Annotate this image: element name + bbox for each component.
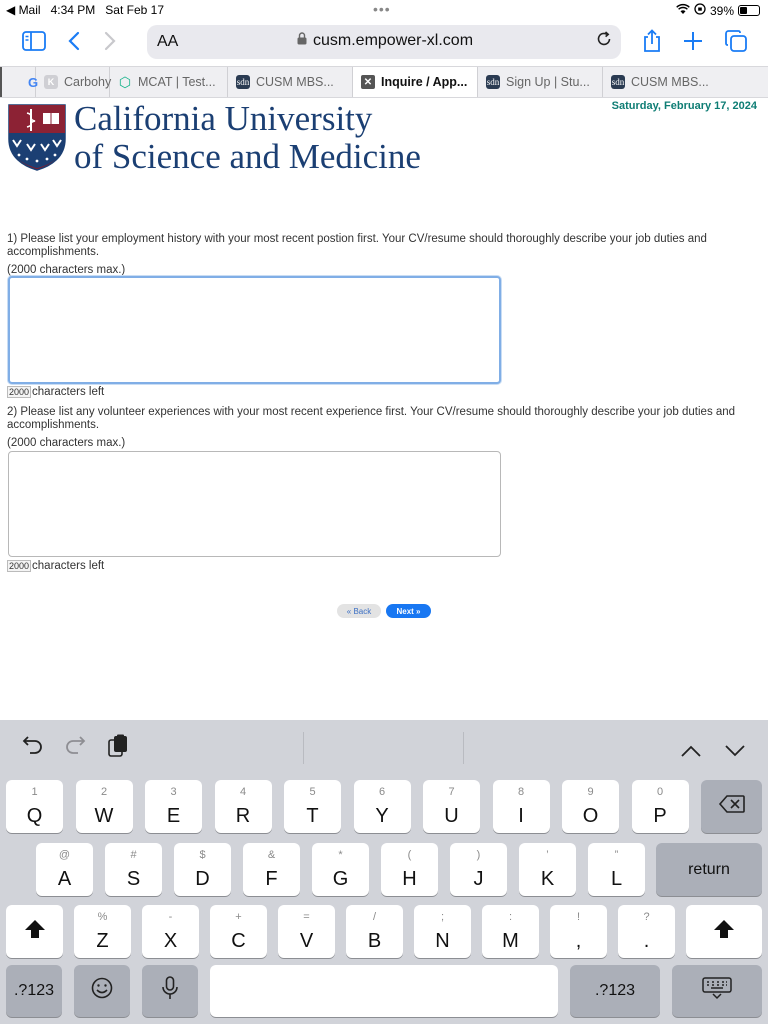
university-name-line1: California University <box>74 99 373 138</box>
tab-cusm-mbs-1[interactable] <box>228 67 353 97</box>
emoji-icon <box>91 977 113 1005</box>
university-name-line2: of Science and Medicine <box>74 137 421 176</box>
key-l[interactable] <box>588 843 645 896</box>
question-1-text: 1) Please list your employment history with your most recent postion first. Your CV/resume should thoroughly describe your job duties and accomplishments. <box>7 233 707 258</box>
shift-arrow-icon <box>713 919 735 945</box>
key-a[interactable] <box>36 843 93 896</box>
numbers-key-right[interactable] <box>570 965 660 1017</box>
emoji-key[interactable] <box>74 965 130 1017</box>
key-label: D <box>195 868 210 890</box>
hide-keyboard-key[interactable] <box>672 965 762 1017</box>
key-secondary-label: ” <box>614 849 619 861</box>
key-label: T <box>306 805 319 827</box>
key-secondary-label: 4 <box>239 786 247 798</box>
tab-mcat[interactable] <box>110 67 228 97</box>
key-label: U <box>444 805 459 827</box>
close-icon[interactable]: ✕ <box>361 75 375 89</box>
key-g[interactable] <box>312 843 369 896</box>
key-label: Z <box>96 930 109 952</box>
key-comma[interactable] <box>550 905 607 958</box>
key-u[interactable] <box>423 780 480 833</box>
key-secondary-label: ) <box>476 849 481 861</box>
keyboard-shortcut-bar <box>0 720 768 774</box>
key-y[interactable] <box>354 780 411 833</box>
redo-icon[interactable] <box>64 734 86 760</box>
back-button[interactable]: « Back <box>337 604 381 618</box>
status-time: 4:34 PM <box>50 3 96 17</box>
shift-key-right[interactable] <box>686 905 762 958</box>
share-icon[interactable] <box>638 27 666 55</box>
numbers-key-left[interactable] <box>6 965 62 1017</box>
toolbar-divider <box>463 732 464 764</box>
key-label: I <box>518 805 524 827</box>
back-to-mail-link[interactable]: ◀ Mail <box>6 3 41 17</box>
status-date: Sat Feb 17 <box>105 3 164 17</box>
key-label: M <box>502 930 519 952</box>
key-r[interactable] <box>215 780 272 833</box>
tab-title: Sign Up | Stu... <box>506 75 590 89</box>
key-secondary-label: * <box>338 849 343 861</box>
tab-title: MCAT | Test... <box>138 75 216 89</box>
key-secondary-label: 9 <box>587 786 594 798</box>
key-secondary-label: 8 <box>517 786 525 798</box>
battery-fill <box>740 7 747 14</box>
key-secondary-label: 2 <box>100 786 108 798</box>
key-secondary-label: ( <box>407 849 412 861</box>
tab-title: Carbohy <box>64 75 112 89</box>
key-k[interactable] <box>519 843 576 896</box>
shift-key-left[interactable] <box>6 905 63 958</box>
hexagon-icon: ⬡ <box>118 73 132 90</box>
url-text[interactable]: cusm.empower-xl.com <box>313 32 474 49</box>
tab-overview-icon[interactable] <box>722 27 750 55</box>
return-key[interactable] <box>656 843 762 896</box>
key-secondary-label: ’ <box>546 849 549 861</box>
question-1-max-note: (2000 characters max.) <box>7 264 126 276</box>
key-secondary-label: 1 <box>31 786 38 798</box>
key-w[interactable] <box>76 780 133 833</box>
battery-icon <box>738 5 760 16</box>
tab-bar <box>0 66 768 98</box>
key-secondary-label: : <box>508 911 513 923</box>
key-label: O <box>582 805 599 827</box>
key-label: , <box>575 930 582 952</box>
key-o[interactable] <box>562 780 619 833</box>
key-label: F <box>265 868 278 890</box>
tab-title: CUSM MBS... <box>631 75 709 89</box>
key-b[interactable] <box>346 905 403 958</box>
key-secondary-label: ! <box>576 911 581 923</box>
key-n[interactable] <box>414 905 471 958</box>
key-secondary-label: & <box>267 849 276 861</box>
paste-icon[interactable] <box>107 734 129 764</box>
tab-cusm-mbs-2[interactable] <box>603 67 728 97</box>
keyboard-dismiss-icon <box>702 977 732 1005</box>
sdn-icon: sdn <box>236 77 250 87</box>
key-label: W <box>94 805 114 827</box>
back-chevron-icon[interactable] <box>60 27 88 55</box>
key-label: H <box>402 868 417 890</box>
key-secondary-label: - <box>168 911 173 923</box>
forward-chevron-icon[interactable] <box>96 27 124 55</box>
sdn-icon: sdn <box>611 77 625 87</box>
key-label: .?123 <box>13 982 55 999</box>
lock-icon <box>297 32 307 50</box>
question-2-counter <box>7 560 104 572</box>
microphone-icon <box>161 976 179 1006</box>
characters-left-label: characters left <box>32 386 105 398</box>
next-field-chevron-down-icon[interactable] <box>724 738 746 764</box>
key-label: S <box>126 868 141 890</box>
tab-carbohy[interactable] <box>36 67 110 97</box>
key-label: G <box>332 868 349 890</box>
key-j[interactable] <box>450 843 507 896</box>
key-label: Q <box>26 805 43 827</box>
employment-history-textarea[interactable] <box>8 276 501 384</box>
orientation-lock-icon <box>694 3 706 18</box>
reload-icon[interactable] <box>595 30 613 53</box>
tab-title: CUSM MBS... <box>256 75 334 89</box>
key-secondary-label: 3 <box>170 786 177 798</box>
key-c[interactable] <box>210 905 267 958</box>
key-d[interactable] <box>174 843 231 896</box>
status-bar <box>0 0 768 20</box>
characters-left-count: 2000 <box>9 561 30 571</box>
characters-left-label: characters left <box>32 560 105 572</box>
key-label: . <box>643 930 650 952</box>
google-icon: G <box>27 74 39 90</box>
multitasking-dots-icon[interactable]: ••• <box>373 1 391 17</box>
key-label: V <box>299 930 314 952</box>
key-label: X <box>163 930 178 952</box>
battery-percent: 39% <box>709 3 734 18</box>
key-secondary-label: ; <box>440 911 445 923</box>
shift-arrow-icon <box>24 919 46 945</box>
key-secondary-label: = <box>303 911 310 923</box>
key-label: C <box>231 930 246 952</box>
k-icon: K <box>44 75 58 89</box>
tab-google[interactable] <box>0 67 39 97</box>
key-label: return <box>688 860 730 878</box>
tab-sign-up[interactable] <box>478 67 603 97</box>
question-2-text: 2) Please list any volunteer experiences with your most recent experience first. Your CV/resume should thoroughly describe your job duties and accomplishments. <box>7 406 736 431</box>
key-secondary-label: ? <box>643 911 650 923</box>
question-1-counter <box>7 386 104 398</box>
key-f[interactable] <box>243 843 300 896</box>
key-label: Y <box>375 805 389 827</box>
key-label: J <box>473 868 484 890</box>
key-secondary-label: % <box>97 911 108 923</box>
delete-key[interactable] <box>701 780 762 833</box>
question-2-max-note: (2000 characters max.) <box>7 437 126 449</box>
key-x[interactable] <box>142 905 199 958</box>
key-secondary-label: / <box>372 911 377 923</box>
key-secondary-label: 7 <box>448 786 455 798</box>
key-label: B <box>367 930 382 952</box>
key-q[interactable] <box>6 780 63 833</box>
volunteer-experience-textarea[interactable] <box>8 451 501 557</box>
tab-inquire-apply[interactable] <box>353 67 478 97</box>
key-v[interactable] <box>278 905 335 958</box>
key-label: L <box>610 868 623 890</box>
next-button[interactable]: Next » <box>386 604 431 618</box>
key-z[interactable] <box>74 905 131 958</box>
key-i[interactable] <box>493 780 550 833</box>
university-name <box>74 100 421 176</box>
address-bar[interactable] <box>147 25 621 59</box>
key-period[interactable] <box>618 905 675 958</box>
onscreen-keyboard <box>0 720 768 1024</box>
key-secondary-label: 6 <box>378 786 386 798</box>
key-secondary-label: 0 <box>656 786 664 798</box>
backspace-icon <box>719 795 745 819</box>
key-label: P <box>653 805 667 827</box>
key-e[interactable] <box>145 780 202 833</box>
key-label: N <box>435 930 450 952</box>
key-label: A <box>57 868 72 890</box>
key-secondary-label: 5 <box>309 786 316 798</box>
undo-icon[interactable] <box>22 734 44 760</box>
new-tab-plus-icon[interactable] <box>679 27 707 55</box>
key-secondary-label: + <box>235 911 242 923</box>
key-label: E <box>166 805 181 827</box>
sdn-icon: sdn <box>486 77 500 87</box>
key-label: .?123 <box>594 982 636 999</box>
characters-left-count: 2000 <box>9 387 30 397</box>
key-secondary-label: $ <box>199 849 206 861</box>
tab-title: Inquire / App... <box>381 75 468 89</box>
key-h[interactable] <box>381 843 438 896</box>
key-label: K <box>540 868 555 890</box>
previous-field-chevron-up-icon[interactable] <box>680 738 702 764</box>
university-crest-icon <box>7 103 67 171</box>
sidebar-icon[interactable] <box>20 27 48 55</box>
wifi-icon <box>676 4 690 18</box>
key-secondary-label: # <box>130 849 137 861</box>
key-s[interactable] <box>105 843 162 896</box>
browser-toolbar <box>0 20 768 64</box>
text-size-button[interactable]: AA <box>157 33 179 50</box>
key-secondary-label: @ <box>58 849 71 861</box>
page-date: Saturday, February 17, 2024 <box>611 100 757 112</box>
space-bar[interactable] <box>210 965 558 1017</box>
key-m[interactable] <box>482 905 539 958</box>
toolbar-divider <box>303 732 304 764</box>
key-p[interactable] <box>632 780 689 833</box>
dictation-key[interactable] <box>142 965 198 1017</box>
key-label: R <box>235 805 251 827</box>
key-t[interactable] <box>284 780 341 833</box>
